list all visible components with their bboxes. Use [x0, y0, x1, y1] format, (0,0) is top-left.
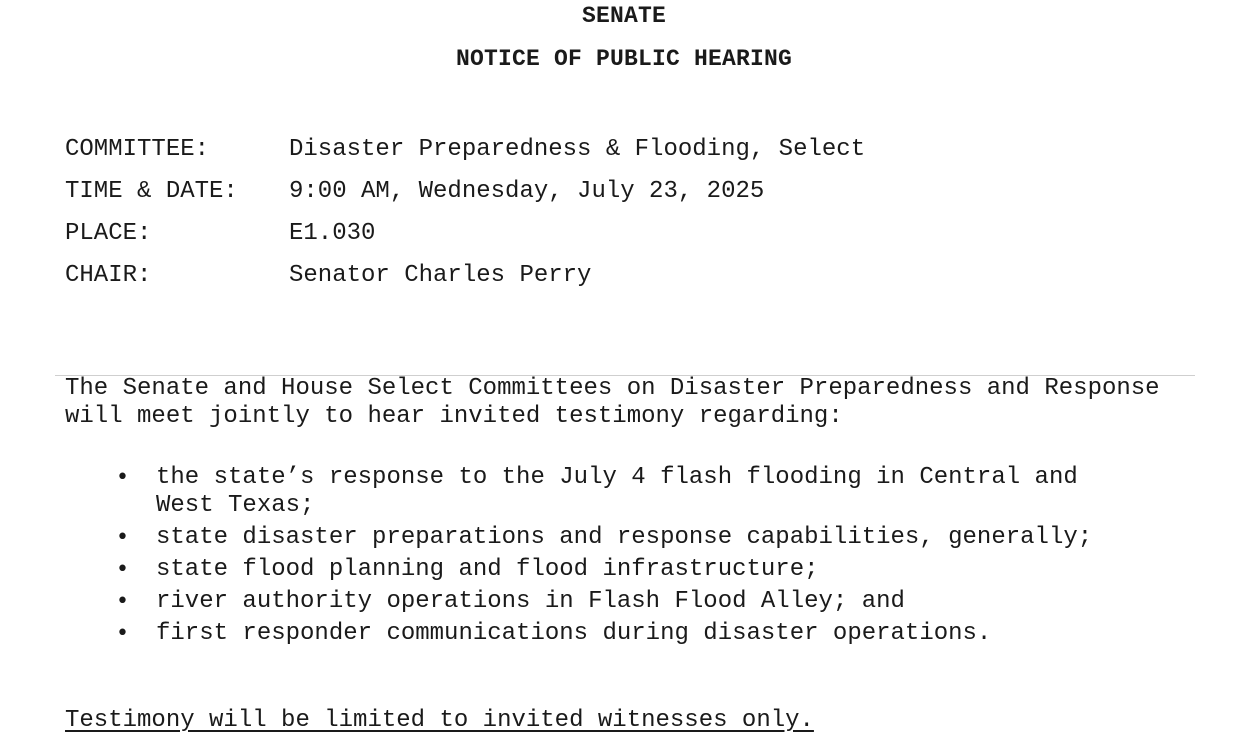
hearing-details — [65, 136, 865, 304]
committee-label: COMMITTEE: — [65, 136, 210, 163]
chair-row — [65, 262, 865, 304]
time-date-value: 9:00 AM, Wednesday, July 23, 2025 — [289, 178, 765, 205]
place-label: PLACE: — [65, 220, 152, 247]
topic-text: the state’s response to the July 4 flash flooding in Central and West Texas; — [156, 464, 1093, 519]
chair-value: Senator Charles Perry — [289, 262, 592, 289]
committee-value: Disaster Preparedness & Flooding, Select — [289, 136, 866, 163]
list-item — [0, 524, 1146, 552]
time-date-row — [65, 178, 865, 220]
bullet-icon: • — [116, 589, 129, 614]
committee-row — [65, 136, 865, 178]
chair-label: CHAIR: — [65, 262, 152, 289]
place-row — [65, 220, 865, 262]
bullet-icon: • — [116, 621, 129, 646]
chamber-heading: SENATE — [581, 3, 666, 29]
topic-text: state flood planning and flood infrastructure; — [156, 556, 819, 583]
topic-text: first responder communications during disaster operations. — [156, 620, 992, 647]
topic-text: river authority operations in Flash Flood Alley; and — [156, 588, 905, 615]
bullet-icon: • — [116, 557, 129, 582]
bullet-icon: • — [116, 525, 129, 550]
topic-text: state disaster preparations and response capabilities, generally; — [156, 524, 1093, 551]
testimony-limit-note: Testimony will be limited to invited witnesses only. — [65, 707, 814, 734]
intro-paragraph: The Senate and House Select Committees on Disaster Preparedness and Response will meet jointly to hear invited testimony regarding: — [65, 375, 1174, 430]
list-item — [0, 620, 1146, 648]
testimony-topics-list — [0, 464, 1146, 652]
list-item — [0, 556, 1146, 584]
place-value: E1.030 — [289, 220, 376, 247]
list-item — [0, 464, 1146, 520]
time-date-label: TIME & DATE: — [65, 178, 238, 205]
notice-title: NOTICE OF PUBLIC HEARING — [455, 46, 793, 72]
bullet-icon: • — [116, 465, 129, 490]
list-item — [0, 588, 1146, 616]
